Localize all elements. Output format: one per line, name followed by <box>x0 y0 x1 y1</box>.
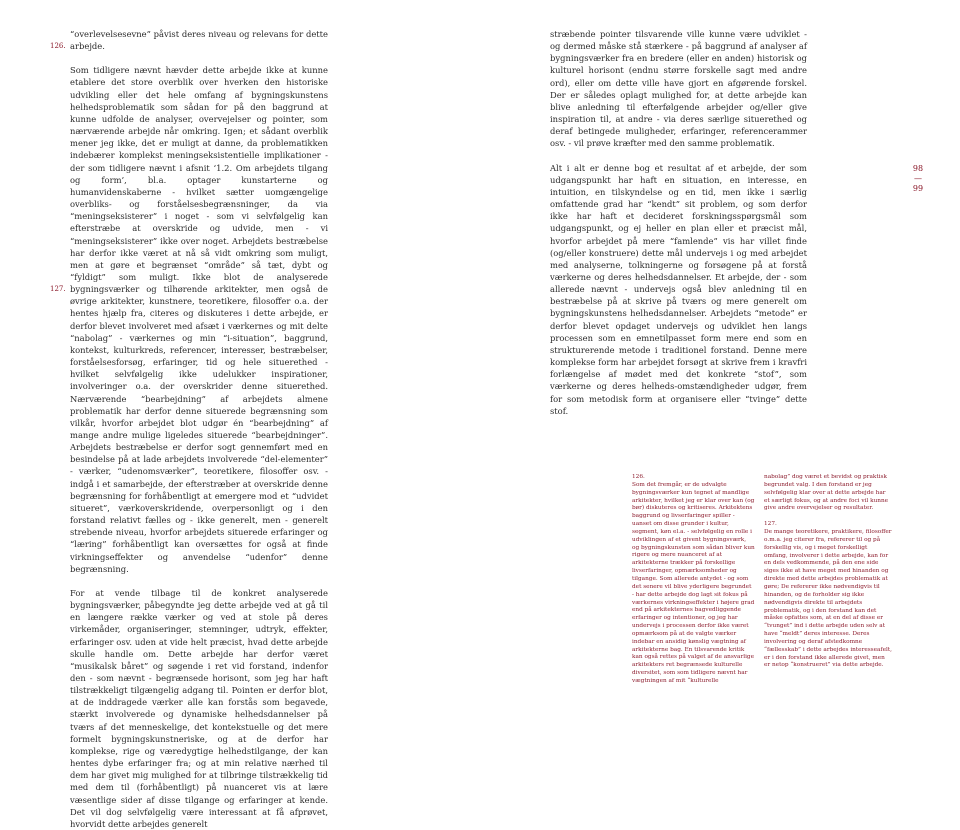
footnote-127 <box>764 521 892 670</box>
body-paragraph: Alt i alt er denne bog et resultat af et arbejde, der som udgangspunkt har haft en situation, en interesse, en intuition, en tilskyndelse og en tid, men ikke i særlig omfattende grad har “kendt” sit problem, og som derfor ikke har haft et decideret forskningsspørgsmål som udgangspunkt, og ej heller en plan eller et præcist mål, hvorfor arbejdet på mere “famlende” vis har villet finde (og/eller konstruere) dette mål undervejs i og med arbejdet med analyserne, tolkningerne og forsøgene på at forstå værkerne og deres helhedsdannelser. Et arbejde, der - som allerede nævnt - undervejs også blev anledning til en bestræbelse på at skrive på tværs og mere generelt om bygningskunstens helhedsdannelser. Arbejdets “metode” er derfor blevet opdaget undervejs og udviklet hen langs processen som en emnetilpasset form mere end som en strukturerende metode i traditionel forstand. Denne mere komplekse form har arbejdet forsøgt at skrive frem i kravfri forlængelse af mødet med det konkrete “stof”, som værkerne og deres helheds-omstændigheder udgør, frem for som metodisk form at organisere eller “tvinge” dette stof. <box>550 162 807 416</box>
footnote-text: De mange teoretikere, praktikere, filosoffer o.m.a. jeg citerer fra, refererer til og på forskellig vis, og i meget forskelligt omfang, involverer i dette arbejde, kan for en dels vedkommende, på den ene side siges ikke at have meget med hinanden og direkte med dette arbejdes problematik at gøre; De refererer ikke nødvendigvis til hinanden, og de forholder sig ikke nødvendigvis direkte til arbejdets problematik, og i den forstand kan det måske opfattes som, at en del af disse er “tvunget” ind i dette arbejde uden selv at have “meldt” deres interesse. Deres involvering og deraf afstedkomne “fællesskab” i dette arbejdes interesseafelt, er i den forstand ikke allerede givet, men er netop “konstrueret” via dette arbejde. <box>764 529 892 669</box>
right-page-body <box>550 28 807 417</box>
footnote-text: Som det fremgår, er de udvalgte bygningsværker kun tegnet af mandlige arkitekter, hvilket jeg er klar over kan (og bør) diskuteres og kritiseres. Arkitektens baggrund og livserfaringer spiller - uanset om disse grunder i kultur, segment, køn el.a. - selvfølgelig en rolle i udviklingen af et givent bygningsværk, og bygningskunsten som sådan bliver kun rigere og mere nuanceret af at arkitekterne trækker på forskellige livserfaringer, opmærksomheder og tilgange. Som allerede antydet - og som det senere vil blive yderligere begrundet - har dette arbejde dog lagt sit fokus på værkernes virkningseffekter i højere grad end på arkitekternes bagvedliggende erfaringer og intentioner, og jeg har undervejs i processen derfor ikke været opmærksom på at de valgte værker indebar en ansidig kønslig vægtning af arkitekterne bag. En tilsvarende kritik kan også rettes på valget af de ansvarlige arkitekters ret begrænsede kulturelle diversitet, som som tidligere nævnt har vægtningen af mit “kulturelle <box>632 481 755 684</box>
page-number-left: 98 <box>912 164 924 173</box>
footnote-marker-126: 126. <box>50 42 66 50</box>
footnote-number: 127. <box>764 521 777 528</box>
body-paragraph: stræbende pointer tilsvarende ville kunne være udviklet - og dermed måske stå stærkere - på baggrund af analyser af bygningsværker fra en bredere (eller en anden) historisk og kulturel horisont (endnu større forskelle sagt med andre ord), eller om dette ville have gjort en afgørende forskel. Der er således oplagt mulighed for, at dette arbejde kan blive anledning til efterfølgende arbejder og/eller give inspiration til, at andre - via deres særlige situerethed og deraf betingede muligheder, erfaringer, referencerammer osv. - vil prøve kræfter med den samme problematik. <box>550 29 807 149</box>
body-paragraph: “overlevelsesevne” påvist deres niveau og relevans for dette arbejde. <box>70 29 328 52</box>
footnote-column-left <box>632 474 755 686</box>
body-paragraph: For at vende tilbage til de konkret analyserede bygningsværker, påbegyndte jeg dette arbejde ved at gå til en længere række værker og ved at stole på deres virkemåder, organiseringer, stemninger, udtryk, effekter, erfaringer osv. uden at vide helt præcist, hvad dette arbejde skulle handle om. Dette arbejde har derfor været “musikalsk båret” og søgende i ret vid forstand, indenfor den - som nævnt - begrænsede horisont, som jeg har haft tilstrækkeligt tilgængelig adgang til. Pointen er derfor blot, at de inddragede værker alle kan forstås som begavede, stærkt involverede og dynamiske helhedsdannelser på tværs af det menneskelige, det kontekstuelle og det mere formelt bygningskunstneriske, og at de derfor har komplekse, rige og væredygtige helhedstilgange, der kan hentes dybe erfaringer fra; og at min relative nærhed til dem har givet mig mulighed for at tilbringe tilstrækkelig tid med dem til (forhåbentligt) på nuanceret vis at lære væsentlige sider af disse tilgange og erfaringer at kende. Det vil dog selvfølgelig være interessant at få afprøvet, hvorvidt dette arbejdes generelt <box>70 587 328 829</box>
left-page-body <box>70 28 328 830</box>
page-number-right: 99 <box>912 184 924 193</box>
footnote-126-continued: nabolag” dog været et bevidst og praktisk begrundet valg. I den forstand er jeg selvfølgelig klar over at dette arbejde har et særligt fokus, og at andre foci vil kunne give andre overvejelser og resultater. <box>764 474 889 512</box>
page-numbers <box>904 164 932 194</box>
footnote-126 <box>632 474 755 686</box>
footnote-marker-127: 127. <box>50 285 66 293</box>
page-number-separator: — <box>914 174 922 183</box>
footnote-column-right <box>764 474 892 670</box>
footnote-number: 126. <box>632 474 645 480</box>
body-paragraph: Som tidligere nævnt hævder dette arbejde ikke at kunne etablere det store overblik over hverken den historiske udvikling eller det hele omfang af bygningskunstens helhedsproblematik som sådan for på den baggrund at kunne udfolde de analyser, overvejelser og pointer, som nærværende arbejde når omkring. Igen; et sådant overblik mener jeg ikke, det er muligt at danne, da problematikken indebærer komplekst meningseksistentielle implikationer - der som tidligere nævnt i afsnit ‘1.2. Om arbejdets tilgang og form’, bl.a. optager kunstarterne og humanvidenskaberne - hvilket sætter uomgængelige overbliks- og forståelsesbegrænsninger, da via “meningseksisterer” i noget - som vi selvfølgelig kan efterstræbe at overskride og udvide, men - vi “meningseksisterer” ikke over noget. Arbejdets bestræbelse har derfor ikke været at nå så vidt omkring som muligt, men at gøre et begrænset “område” så tæt, dybt og “fyldigt” som muligt. Ikke blot de analyserede bygningsværker og tilhørende arkitekter, men også de øvrige arkitekter, kunstnere, teoretikere, filosoffer o.a. der hentes hjælp fra, citeres og diskuteres i dette arbejde, er derfor blevet involveret med afsæt i værkernes og mit delte “nabolag” - værkernes og min “i-situation”, baggrund, kontekst, kulturkreds, referencer, interesser, bestræbelser, forståelsesforsøg, erfaringer, tid og hele situerethed - hvilket selvfølgelig ikke udelukker inspirationer, involveringer o.a. der overskrider denne situerethed. Nærværende “bearbejdning” af arbejdets almene problematik har derfor denne situerede begrænsning som vilkår, hvorfor arbejdet blot udgør én “bearbejdning” af mange andre mulige ligeledes situerede “bearbejdninger”. Arbejdets bestræbelse er derfor sogt gennemført med en besindelse på at lade arbejdets involverede “del-elementer” - værker, “udenomsværker”, teoretikere, filosoffer osv. - indgå i et samarbejde, der efterstræber at overskride denne begrænsning for forhåbentligt at emergere mod et “udvidet situeret”, værkoverskridende, overpersonligt og i den forstand relativt fælles og - ikke generelt, men - generelt strebende niveau, hvorfor arbejdets situerede erfaringer og “læring” forhåbentligt kan oversættes for også at finde virkningseffekter og anvendelse “udenfor” denne begrænsning. <box>70 65 328 574</box>
